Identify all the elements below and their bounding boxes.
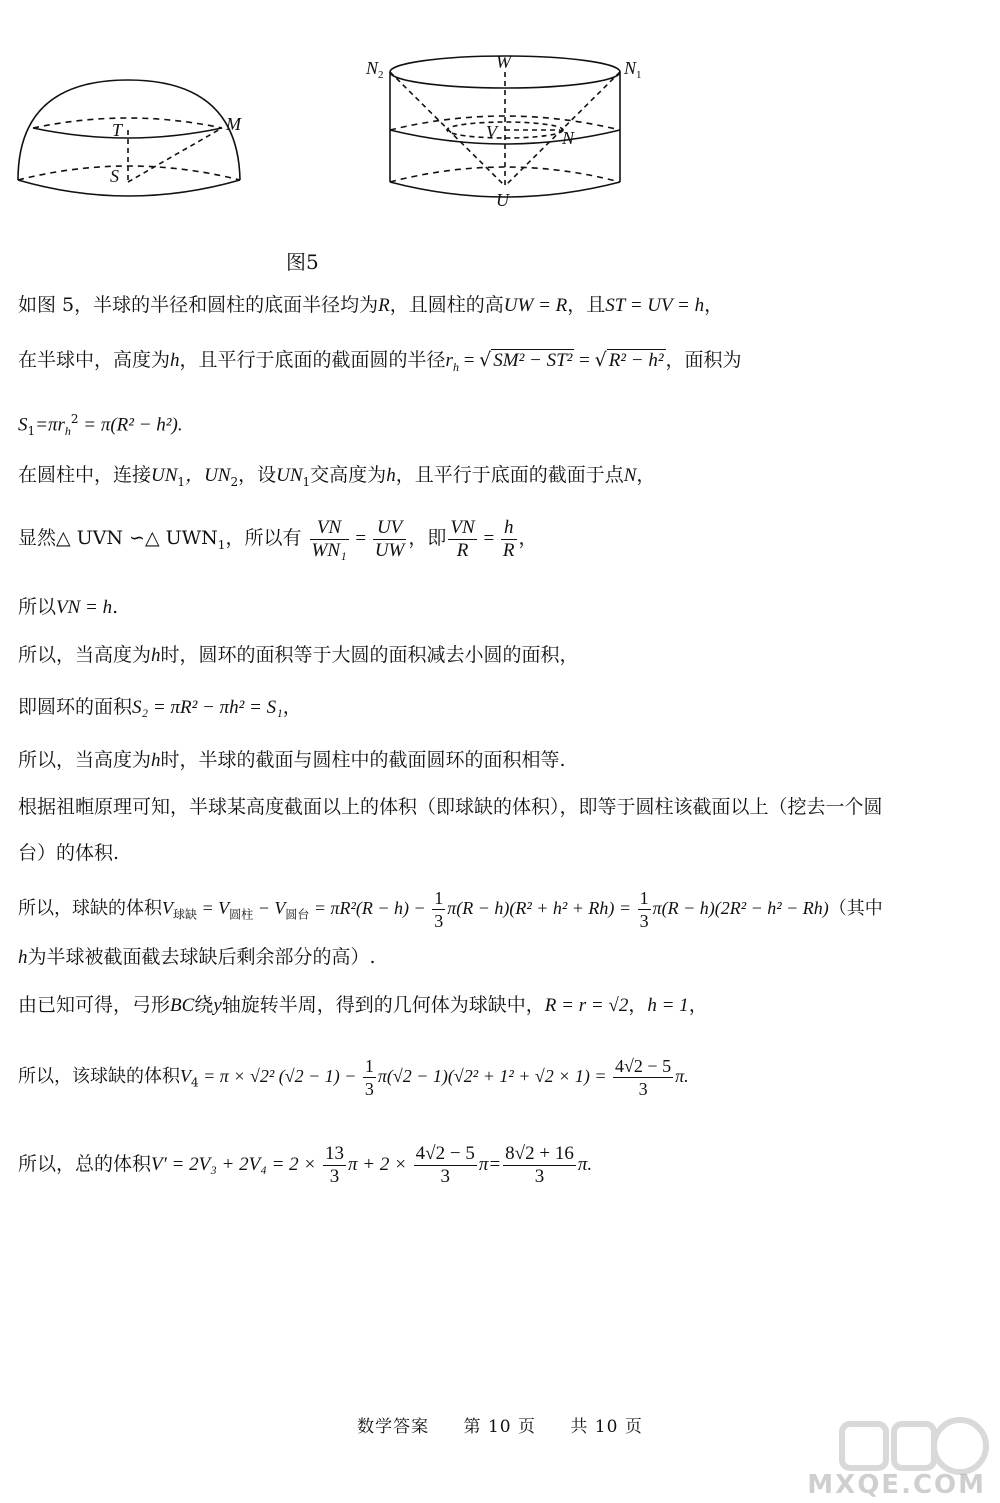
text-line-12: 所以，球缺的体积$V_{球缺} = V_{圆柱} - V_{圆台} = \pi R^2(R - h)$ − $\frac{1}{3}$ π(R − h)(R² + h² + Rh) = $\frac{1}{3}$ π(R − h)(2R² − h² − Rh)（其中 [18,887,883,931]
text-line-10: 根据祖暅原理可知，半球某高度截面以上的体积（即球缺的体积），即等于圆柱该截面以上（挖去一个圆 [18,796,883,818]
fraction: $\frac{1}{3}$ [639,887,649,931]
text-line-6: 所以VN = h. [18,596,119,618]
text-line-5: 显然△ UVN ∽△ $UWN_1$，所以有 $\frac{VN}{\text{WN₁}}$ = $\frac{UV}{UW}$ ，即 $\frac{VN}{R}$ = $\frac{h}{R}$ ， [18,516,538,561]
text-line-15: 所以，该球缺的体积$V_4 = \pi \times √2^2$ (√2 − 1) − $\frac{1}{3}$ π(√2 − 1)(√2² + 1² + √2 × 1) = $\frac{4√2 - 5}{3}$ π. [18,1055,689,1099]
figure-caption: 图5 [286,250,319,274]
hemisphere-diagram [18,80,240,196]
label-W: W [496,52,511,72]
cylinder-diagram [390,56,620,197]
fraction: $\frac{1}{3}$ [364,1055,374,1099]
label-U: U [496,190,509,210]
text-line-14: 由已知可得，弓形BC绕y轴旋转半周，得到的几何体为球缺中，R = r = √2，h = 1， [18,994,708,1016]
text-line-4: 在圆柱中，连接$UN_1$，$UN_2$，设$UN_1$交高度为h，且平行于底面的截面于点N， [18,464,656,489]
fraction: $\frac{h}{R}$ [502,516,515,561]
footer-page-number: 第 10 页 [463,1417,536,1437]
text-line-9: 所以，当高度为h时，半球的截面与圆柱中的截面圆环的面积相等. [18,749,566,771]
text-line-13: h为半球被截面截去球缺后剩余部分的高）. [18,946,376,968]
fraction: $\frac{VN}{\text{WN₁}}$ [311,516,347,561]
fraction: $\frac{UV}{UW}$ [374,516,405,561]
footer-subject: 数学答案 [357,1417,430,1437]
footer-total-pages: 共 10 页 [570,1417,643,1437]
label-V: V [486,122,497,142]
watermark-text: MXQE.COM [807,1470,986,1500]
label-T: T [112,120,123,140]
text-line-2: 在半球中，高度为h，且平行于底面的截面圆的半径$r_h$ = √ SM² − ST² = √ R² − h² ，面积为 [18,349,742,374]
label-N2: $N_2$ [366,58,384,81]
text-line-3: $S_1=\pi r_h^2 = \pi(R^2 - h^2)$. [18,412,183,439]
fraction: $\frac{4√2 - 5}{3}$ [615,1055,672,1099]
fraction: $\frac{13}{3}$ [325,1142,344,1187]
figure-5 [0,40,700,280]
text-line-7: 所以，当高度为h时，圆环的面积等于大圆的面积减去小圆的面积， [18,644,579,666]
fraction: $\frac{1}{3}$ [434,887,444,931]
label-M: M [226,114,241,134]
text-line-8: 即圆环的面积S₂ = πR² − πh² = S₁， [18,696,302,718]
fraction: $\frac{VN}{R}$ [450,516,475,561]
fraction: $\frac{4√2 - 5}{3}$ [415,1142,475,1187]
label-S: S [110,166,119,186]
label-N: N [562,128,575,148]
text-line-16: 所以，总的体积V′ = 2V₃ + 2V₄ = 2 × $\frac{13}{3}$ π + 2 × $\frac{4√2 - 5}{3}$ π= $\frac{8√2 + 16}{3}$ π. [18,1142,593,1187]
label-N1: $N_1$ [624,58,642,81]
text-line-1: 如图 5，半球的半径和圆柱的底面半径均为R，且圆柱的高UW = R，且ST = UV = h， [18,294,724,316]
text-line-11: 台）的体积. [18,842,120,864]
fraction: $\frac{8√2 + 16}{3}$ [505,1142,574,1187]
